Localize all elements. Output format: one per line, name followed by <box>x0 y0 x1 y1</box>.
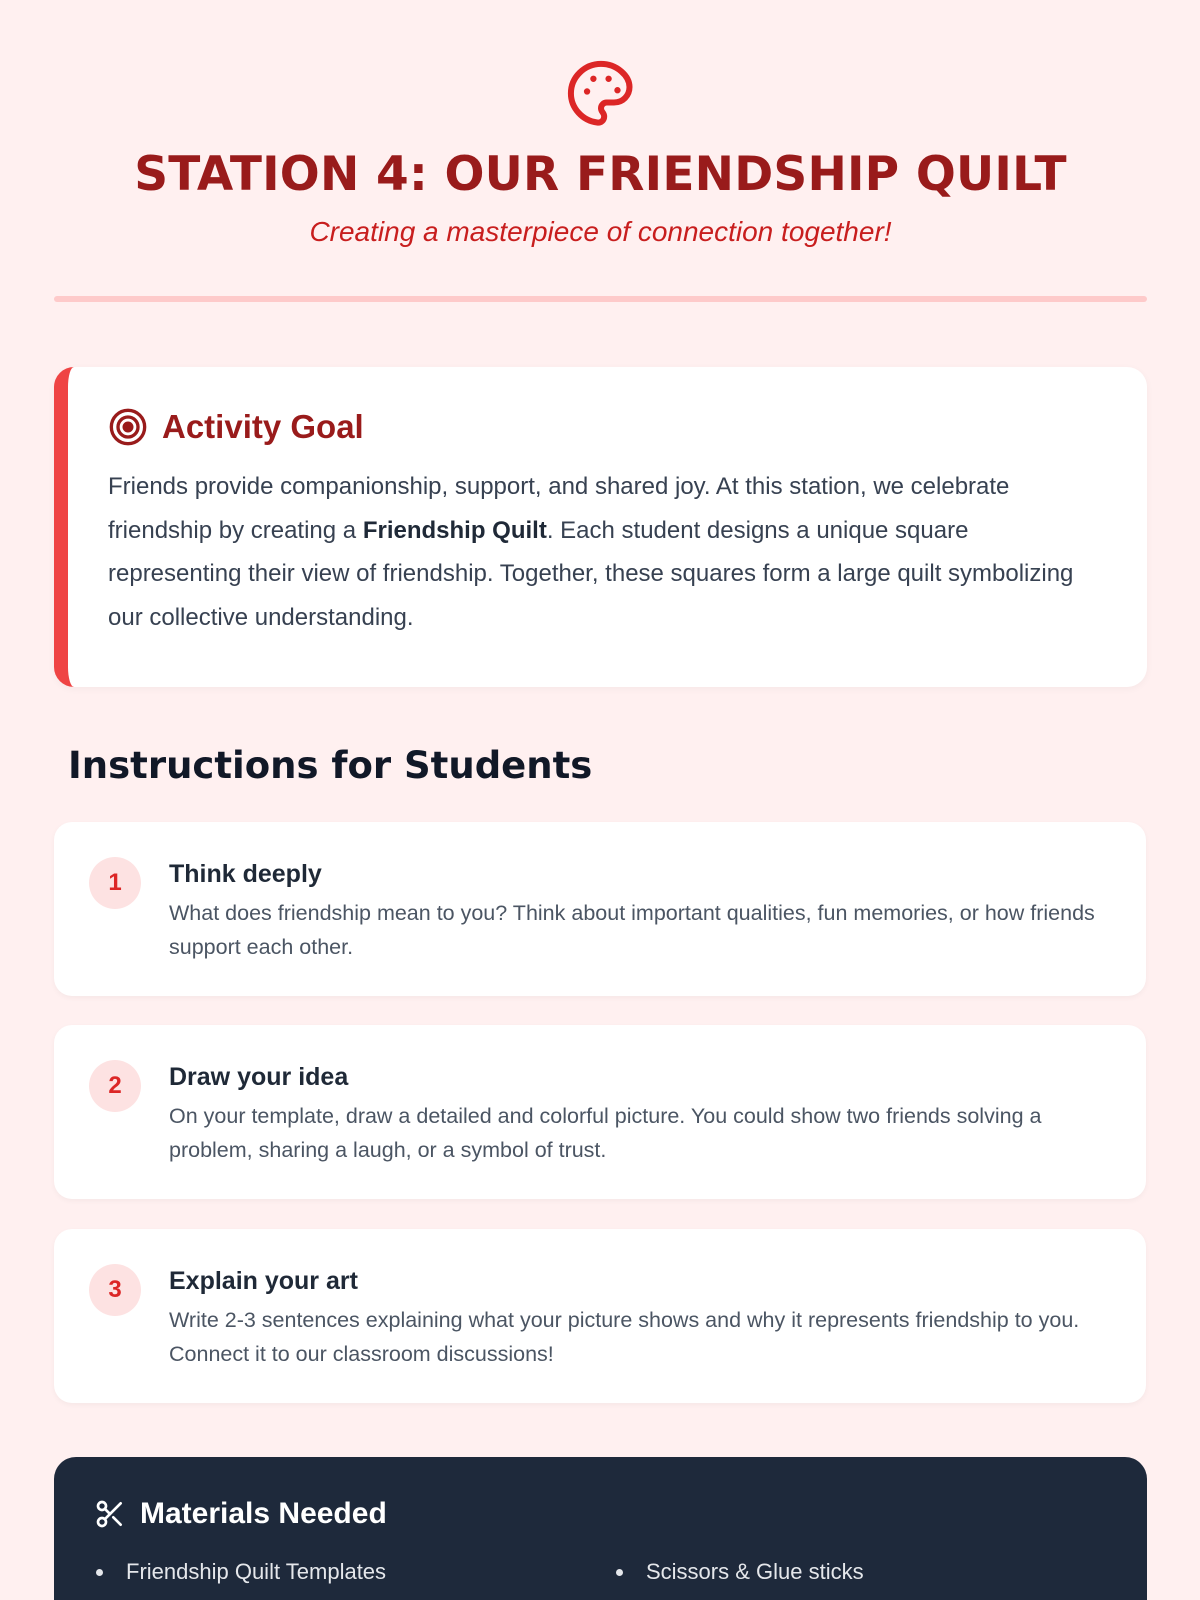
goal-text-part: . Each student designs a unique square representing their view of friendship. Together, these squares form a large quilt symbolizing our collective understanding. <box>108 516 1074 631</box>
activity-goal-header <box>108 407 1107 447</box>
header-divider <box>54 296 1147 302</box>
activity-goal-card <box>54 367 1147 687</box>
materials-list-item: Friendship Quilt Templates <box>94 1559 614 1585</box>
activity-goal-text <box>108 465 1107 639</box>
station-header <box>54 0 1147 302</box>
page-title: STATION 4: OUR FRIENDSHIP QUILT <box>134 147 1067 202</box>
step-title: Draw your idea <box>169 1063 349 1091</box>
instruction-step-1 <box>54 822 1146 996</box>
step-title: Think deeply <box>169 860 322 888</box>
goal-text-part: Friends provide companionship, support, and shared joy. At this station, we celebrate friendship by creating a <box>108 473 1010 544</box>
instruction-step-3 <box>54 1229 1146 1403</box>
materials-header <box>94 1497 1107 1531</box>
step-description: Write 2-3 sentences explaining what your picture shows and why it represents friendship to you. Connect it to our classroom discussions! <box>169 1308 1080 1366</box>
goal-text-highlight: Friendship Quilt <box>362 516 547 544</box>
materials-title: Materials Needed <box>140 1497 387 1530</box>
step-number-badge: 1 <box>89 857 141 909</box>
step-number-badge: 3 <box>89 1264 141 1316</box>
materials-list-item: Scissors & Glue sticks <box>614 1559 1094 1585</box>
materials-list <box>94 1559 1107 1599</box>
step-description: On your template, draw a detailed and colorful picture. You could show two friends solving a problem, sharing a laugh, or a symbol of trust. <box>169 1104 1042 1162</box>
page <box>54 0 1147 1584</box>
instruction-step-2 <box>54 1025 1146 1199</box>
step-description: What does friendship mean to you? Think about important qualities, fun memories, or how friends support each other. <box>169 901 1095 959</box>
target-icon <box>108 407 148 447</box>
activity-goal-title: Activity Goal <box>162 408 364 445</box>
page-subtitle: Creating a masterpiece of connection together! <box>309 216 892 247</box>
materials-card <box>54 1457 1147 1600</box>
palette-icon <box>563 56 639 132</box>
step-title: Explain your art <box>169 1267 358 1295</box>
scissors-icon <box>94 1498 126 1530</box>
instructions-heading: Instructions for Students <box>68 744 593 787</box>
step-number-badge: 2 <box>89 1060 141 1112</box>
